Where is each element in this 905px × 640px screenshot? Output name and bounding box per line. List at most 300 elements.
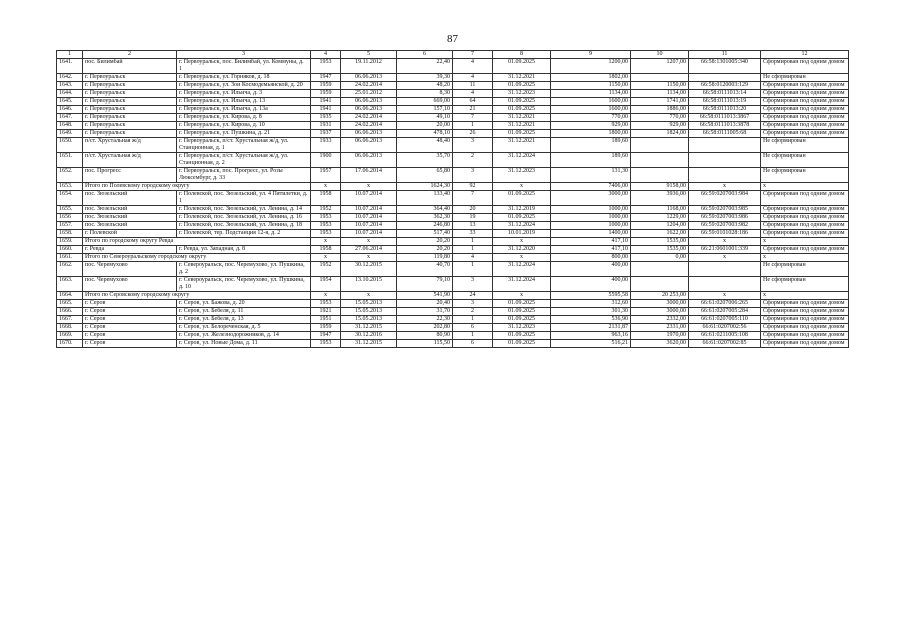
cell-amount: 5595,58	[551, 292, 631, 300]
cell-area: 49,10	[397, 114, 453, 122]
cell-num: 1665.	[57, 300, 83, 308]
cell-status: x	[761, 292, 849, 300]
cell-year: 1941	[311, 98, 341, 106]
cell-area: 157,10	[397, 106, 453, 114]
cell-deadline: 31.12.2024	[493, 153, 551, 168]
cell-area: 22,30	[397, 316, 453, 324]
cell-year: 1947	[311, 332, 341, 340]
table-row	[57, 214, 849, 222]
cell-num: 1645.	[57, 98, 83, 106]
cell-year: 1921	[311, 308, 341, 316]
cell-cadastral: 66:59:0207003:984	[689, 191, 761, 206]
table-row	[57, 122, 849, 130]
cell-count: 1	[453, 238, 493, 246]
cell-deadline: 31.12.2024	[493, 222, 551, 230]
cell-count: 4	[453, 59, 493, 74]
cell-num: 1644.	[57, 90, 83, 98]
cell-status: Сформирован под одним домом	[761, 316, 849, 324]
cell-amount: 189,60	[551, 153, 631, 168]
cell-amount: 417,10	[551, 238, 631, 246]
cell-num: 1658.	[57, 230, 83, 238]
cell-locality: пос. Зюзельский	[83, 214, 177, 222]
table-row	[57, 340, 849, 348]
total-row	[57, 238, 849, 246]
cell-num: 1664.	[57, 292, 83, 300]
cell-deadline: 01.09.2025	[493, 308, 551, 316]
cell-date: 15.05.2013	[341, 300, 397, 308]
cell-locality: г. Первоуральск	[83, 122, 177, 130]
cell-year: 1959	[311, 82, 341, 90]
cell-num: 1642.	[57, 74, 83, 82]
table-row	[57, 262, 849, 277]
cell-deadline: x	[493, 292, 551, 300]
cell-area: 20,00	[397, 122, 453, 130]
cell-year: 1933	[311, 138, 341, 153]
cell-date: 30.12.2016	[341, 332, 397, 340]
cell-address: г. Первоуральск, ул. Горняков, д. 18	[177, 74, 311, 82]
cell-area: 48,20	[397, 82, 453, 90]
cell-year: 1959	[311, 324, 341, 332]
cell-status: Сформирован под одним домом	[761, 98, 849, 106]
cell-address: г. Серов, ул. Железнодорожников, д. 14	[177, 332, 311, 340]
cell-year: 1952	[311, 206, 341, 214]
cell-count: 24	[453, 292, 493, 300]
cell-cadastral: 66:58:1301005:340	[689, 59, 761, 74]
cell-count: 4	[453, 254, 493, 262]
cell-year: 1953	[311, 340, 341, 348]
cell-count: 1	[453, 246, 493, 254]
cell-status: Сформирован под одним домом	[761, 308, 849, 316]
cell-status: x	[761, 254, 849, 262]
header-cell-1: 1	[57, 51, 83, 59]
cell-deadline: 31.12.2021	[493, 74, 551, 82]
cell-address: г. Полевской, пос. Зюзельский, ул. Ленина, д. 18	[177, 222, 311, 230]
table-row	[57, 74, 849, 82]
cell-locality: п/ст. Хрустальная ж/д	[83, 138, 177, 153]
cell-count: 3	[453, 277, 493, 292]
cell-num: 1649.	[57, 130, 83, 138]
cell-deadline: 01.09.2025	[493, 106, 551, 114]
cell-locality: г. Первоуральск	[83, 98, 177, 106]
cell-cadastral	[689, 153, 761, 168]
table-row	[57, 106, 849, 114]
cell-locality: г. Серов	[83, 300, 177, 308]
cell-amount: 301,30	[551, 308, 631, 316]
cell-value: 1886,00	[631, 106, 689, 114]
header-cell-9: 9	[551, 51, 631, 59]
total-row	[57, 254, 849, 262]
cell-area: 133,40	[397, 191, 453, 206]
cell-status: Сформирован под одним домом	[761, 206, 849, 214]
cell-value	[631, 262, 689, 277]
cell-num: 1659.	[57, 238, 83, 246]
cell-locality: пос. Зюзельский	[83, 191, 177, 206]
cell-area: 20,20	[397, 246, 453, 254]
cell-value: 3936,00	[631, 191, 689, 206]
table-row	[57, 222, 849, 230]
cell-status: Сформирован под одним домом	[761, 324, 849, 332]
cell-area: 202,80	[397, 324, 453, 332]
cell-date: 10.07.2014	[341, 191, 397, 206]
table-row	[57, 324, 849, 332]
cell-address: г. Североуральск, пос. Черемухово, ул. Пушкина, д. 10	[177, 277, 311, 292]
cell-count: 20	[453, 206, 493, 214]
cell-date: 25.01.2012	[341, 90, 397, 98]
cell-year: x	[311, 254, 341, 262]
cell-area: 541,90	[397, 292, 453, 300]
cell-address: г. Полевской, тер. Подстанция 12-я, д. 2	[177, 230, 311, 238]
cell-address: г. Серов, ул. Новые Дома, д. 11	[177, 340, 311, 348]
cell-date: 06.06.2013	[341, 138, 397, 153]
cell-area: 1624,30	[397, 183, 453, 191]
cell-year: 1958	[311, 246, 341, 254]
table-row	[57, 230, 849, 238]
cell-address: г. Серов, ул. Белореченская, д. 5	[177, 324, 311, 332]
cell-area: 31,70	[397, 308, 453, 316]
cell-count: 1	[453, 262, 493, 277]
cell-date: 06.06.2013	[341, 106, 397, 114]
cell-locality: пос. Зюзельский	[83, 206, 177, 214]
cell-amount: 189,60	[551, 138, 631, 153]
cell-deadline: 31.12.2023	[493, 324, 551, 332]
cell-num: 1650.	[57, 138, 83, 153]
cell-area: 22,40	[397, 59, 453, 74]
cell-area: 39,30	[397, 74, 453, 82]
cell-date: 30.12.2015	[341, 262, 397, 277]
cell-area: 80,90	[397, 332, 453, 340]
cell-value: 770,00	[631, 114, 689, 122]
cell-address: г. Первоуральск, ул. Ильича, д. 13а	[177, 106, 311, 114]
cell-deadline: 01.09.2025	[493, 130, 551, 138]
cell-value: 20 253,00	[631, 292, 689, 300]
cell-deadline: 01.09.2025	[493, 98, 551, 106]
cell-value: 1204,00	[631, 222, 689, 230]
header-cell-11: 11	[689, 51, 761, 59]
cell-cadastral: 66:61:0207002:56	[689, 324, 761, 332]
cell-year: x	[311, 238, 341, 246]
cell-deadline: 31.12.2020	[493, 246, 551, 254]
cell-num: 1662.	[57, 262, 83, 277]
housing-registry-table	[56, 50, 849, 348]
cell-value: 9158,00	[631, 183, 689, 191]
cell-date: 24.02.2014	[341, 114, 397, 122]
cell-deadline: 01.09.2025	[493, 214, 551, 222]
cell-value	[631, 277, 689, 292]
header-row	[57, 51, 849, 59]
cell-locality: пос. Черемухово	[83, 277, 177, 292]
cell-amount: 400,00	[551, 277, 631, 292]
cell-year: 1953	[311, 222, 341, 230]
cell-area: 79,10	[397, 277, 453, 292]
cell-status: x	[761, 238, 849, 246]
cell-value: 1168,00	[631, 206, 689, 214]
cell-count: 2	[453, 153, 493, 168]
cell-num: 1646.	[57, 106, 83, 114]
table-row	[57, 277, 849, 292]
cell-date: 06.06.2013	[341, 130, 397, 138]
cell-address: г. Серов, ул. Бажова, д. 20	[177, 300, 311, 308]
cell-year: 1900	[311, 153, 341, 168]
cell-locality: г. Серов	[83, 308, 177, 316]
cell-address: г. Первоуральск, ул. Ильича, д. 3	[177, 90, 311, 98]
cell-amount: 1802,00	[551, 74, 631, 82]
total-row	[57, 183, 849, 191]
cell-amount: 1400,00	[551, 230, 631, 238]
cell-value: 3000,00	[631, 308, 689, 316]
cell-num: 1670.	[57, 340, 83, 348]
cell-value: 1741,00	[631, 98, 689, 106]
cell-locality: г. Серов	[83, 316, 177, 324]
cell-cadastral: x	[689, 238, 761, 246]
cell-count: 1	[453, 122, 493, 130]
cell-locality: п/ст. Хрустальная ж/д	[83, 153, 177, 168]
cell-cadastral: 66:59:0207003:982	[689, 222, 761, 230]
cell-locality: г. Первоуральск	[83, 82, 177, 90]
cell-amount: 1134,00	[551, 90, 631, 98]
cell-locality: Итого по Североуральскому городскому округу	[83, 254, 311, 262]
cell-date: 15.05.2013	[341, 316, 397, 324]
cell-amount: 1600,00	[551, 98, 631, 106]
cell-year: 1951	[311, 316, 341, 324]
cell-cadastral	[689, 277, 761, 292]
header-cell-4: 4	[311, 51, 341, 59]
cell-num: 1643.	[57, 82, 83, 90]
cell-deadline: 01.09.2025	[493, 59, 551, 74]
cell-date: x	[341, 254, 397, 262]
cell-locality: г. Полевской	[83, 230, 177, 238]
cell-amount: 1000,00	[551, 206, 631, 214]
cell-status: Не сформирован	[761, 262, 849, 277]
cell-value: 3000,00	[631, 300, 689, 308]
cell-year: 1935	[311, 114, 341, 122]
table-row	[57, 153, 849, 168]
table-row	[57, 168, 849, 183]
cell-value: 2331,00	[631, 324, 689, 332]
cell-value: 1207,00	[631, 59, 689, 74]
cell-locality: г. Ревда	[83, 246, 177, 254]
cell-num: 1656	[57, 214, 83, 222]
cell-amount: 3000,00	[551, 191, 631, 206]
table-row	[57, 332, 849, 340]
cell-count: 26	[453, 130, 493, 138]
cell-count: 4	[453, 74, 493, 82]
cell-date: 10.07.2014	[341, 230, 397, 238]
cell-address: г. Первоуральск, ул. Зои Космодемьянской, д. 20	[177, 82, 311, 90]
cell-amount: 417,10	[551, 246, 631, 254]
cell-cadastral	[689, 74, 761, 82]
cell-num: 1661.	[57, 254, 83, 262]
cell-amount: 929,00	[551, 122, 631, 130]
cell-locality: пос. Зюзельский	[83, 222, 177, 230]
cell-year: 1953	[311, 300, 341, 308]
cell-value: 1824,00	[631, 130, 689, 138]
cell-cadastral	[689, 138, 761, 153]
cell-cadastral: 66:59:0101028:186	[689, 230, 761, 238]
cell-date: 27.06.2014	[341, 246, 397, 254]
cell-status: Сформирован под одним домом	[761, 332, 849, 340]
cell-value: 1970,00	[631, 332, 689, 340]
cell-cadastral: 66:58:0111005:68	[689, 130, 761, 138]
cell-deadline: 31.12.2024	[493, 277, 551, 292]
table-row	[57, 59, 849, 74]
cell-deadline: 31.12.2021	[493, 138, 551, 153]
header-cell-5: 5	[341, 51, 397, 59]
cell-locality: Итого по Серовскому городскому округу	[83, 292, 311, 300]
cell-amount: 1000,00	[551, 222, 631, 230]
cell-year: x	[311, 292, 341, 300]
cell-amount: 1800,00	[551, 130, 631, 138]
cell-year: x	[311, 183, 341, 191]
cell-num: 1648.	[57, 122, 83, 130]
cell-value: 0,00	[631, 254, 689, 262]
cell-locality: пос. Прогресс	[83, 168, 177, 183]
cell-status: Сформирован под одним домом	[761, 82, 849, 90]
cell-year: 1953	[311, 214, 341, 222]
cell-deadline: x	[493, 254, 551, 262]
cell-cadastral	[689, 168, 761, 183]
cell-deadline: 31.12.2021	[493, 114, 551, 122]
cell-area: 364,40	[397, 206, 453, 214]
cell-area: 35,70	[397, 153, 453, 168]
cell-area: 65,80	[397, 168, 453, 183]
cell-num: 1660.	[57, 246, 83, 254]
cell-locality: Итого по городскому округу Ревда	[83, 238, 311, 246]
cell-value	[631, 153, 689, 168]
cell-year: 1958	[311, 191, 341, 206]
table-row	[57, 82, 849, 90]
cell-locality: г. Первоуральск	[83, 74, 177, 82]
cell-cadastral: 66:21:0601001:339	[689, 246, 761, 254]
cell-count: 13	[453, 222, 493, 230]
cell-date: 06.06.2013	[341, 153, 397, 168]
cell-status: x	[761, 183, 849, 191]
cell-status: Сформирован под одним домом	[761, 191, 849, 206]
cell-deadline: 31.12.2021	[493, 122, 551, 130]
cell-address: г. Полевской, пос. Зюзельский, ул. Ленина, д. 16	[177, 214, 311, 222]
cell-cadastral: 66:61:0211005:108	[689, 332, 761, 340]
cell-area: 8,30	[397, 90, 453, 98]
cell-deadline: x	[493, 183, 551, 191]
cell-deadline: 01.09.2025	[493, 340, 551, 348]
cell-address: г. Североуральск, пос. Черемухово, ул. Пушкина, д. 2	[177, 262, 311, 277]
cell-cadastral: x	[689, 292, 761, 300]
cell-date: 10.07.2014	[341, 206, 397, 214]
cell-cadastral: 66:61:0207005:284	[689, 308, 761, 316]
table-row	[57, 90, 849, 98]
cell-locality: г. Первоуральск	[83, 130, 177, 138]
table-row	[57, 206, 849, 214]
cell-count: 21	[453, 106, 493, 114]
cell-locality: пос. Черемухово	[83, 262, 177, 277]
cell-deadline: 31.12.2023	[493, 168, 551, 183]
cell-amount: 7406,00	[551, 183, 631, 191]
header-cell-10: 10	[631, 51, 689, 59]
header-cell-7: 7	[453, 51, 493, 59]
cell-count: 6	[453, 324, 493, 332]
cell-date: 06.06.2013	[341, 98, 397, 106]
cell-address: г. Первоуральск, п/ст. Хрустальная ж/д, ул. Станционная, д. 1	[177, 138, 311, 153]
cell-locality: г. Первоуральск	[83, 114, 177, 122]
cell-address: г. Первоуральск, пос. Билимбай, ул. Коммуны, д. 1	[177, 59, 311, 74]
cell-date: 10.07.2014	[341, 222, 397, 230]
cell-date: 13.10.2015	[341, 277, 397, 292]
cell-year: 1947	[311, 74, 341, 82]
cell-amount: 1150,00	[551, 82, 631, 90]
cell-amount: 1600,00	[551, 106, 631, 114]
cell-date: 17.06.2014	[341, 168, 397, 183]
cell-year: 1959	[311, 90, 341, 98]
cell-address: г. Полевской, пос. Зюзельский, ул. 4 Пятилетки, д. 1	[177, 191, 311, 206]
cell-amount: 1000,00	[551, 214, 631, 222]
cell-area: 478,10	[397, 130, 453, 138]
cell-year: 1957	[311, 168, 341, 183]
cell-year: 1954	[311, 277, 341, 292]
cell-value	[631, 74, 689, 82]
cell-count: 7	[453, 191, 493, 206]
cell-address: г. Ревда, ул. Западная, д. 8	[177, 246, 311, 254]
cell-status: Сформирован под одним домом	[761, 59, 849, 74]
cell-address: г. Серов, ул. Бебеля, д. 11	[177, 308, 311, 316]
cell-value: 2332,00	[631, 316, 689, 324]
cell-num: 1647.	[57, 114, 83, 122]
cell-cadastral: 66:58:0120003:129	[689, 82, 761, 90]
cell-count: 64	[453, 98, 493, 106]
cell-locality: г. Первоуральск	[83, 106, 177, 114]
cell-amount: 131,30	[551, 168, 631, 183]
cell-num: 1652.	[57, 168, 83, 183]
cell-count: 3	[453, 300, 493, 308]
cell-cadastral: x	[689, 254, 761, 262]
cell-locality: пос. Билимбай	[83, 59, 177, 74]
cell-date: 19.11.2012	[341, 59, 397, 74]
cell-address: г. Первоуральск, ул. Кирова, д. 10	[177, 122, 311, 130]
cell-status: Сформирован под одним домом	[761, 214, 849, 222]
header-cell-8: 8	[493, 51, 551, 59]
cell-area: 40,70	[397, 262, 453, 277]
cell-locality: г. Серов	[83, 340, 177, 348]
cell-num: 1653.	[57, 183, 83, 191]
cell-deadline: 01.09.2025	[493, 332, 551, 340]
table-row	[57, 114, 849, 122]
cell-value: 929,00	[631, 122, 689, 130]
cell-area: 362,30	[397, 214, 453, 222]
cell-amount: 1200,00	[551, 59, 631, 74]
page-number: 87	[447, 33, 458, 45]
cell-area: 517,40	[397, 230, 453, 238]
cell-value: 1134,00	[631, 90, 689, 98]
cell-cadastral: 66:61:0207005:110	[689, 316, 761, 324]
cell-deadline: 01.09.2025	[493, 82, 551, 90]
cell-count: 7	[453, 114, 493, 122]
cell-count: 1	[453, 316, 493, 324]
cell-year: 1941	[311, 106, 341, 114]
cell-status: Сформирован под одним домом	[761, 106, 849, 114]
header-cell-3: 3	[177, 51, 311, 59]
cell-deadline: 31.12.2023	[493, 90, 551, 98]
cell-cadastral: 66:58:0111013:20	[689, 106, 761, 114]
cell-cadastral: x	[689, 183, 761, 191]
cell-status: Не сформирован	[761, 138, 849, 153]
cell-cadastral: 66:59:0207003:985	[689, 206, 761, 214]
cell-num: 1657.	[57, 222, 83, 230]
table-row	[57, 308, 849, 316]
table-row	[57, 246, 849, 254]
cell-amount: 800,00	[551, 254, 631, 262]
cell-locality: г. Серов	[83, 332, 177, 340]
cell-locality: г. Серов	[83, 324, 177, 332]
cell-status: Не сформирован	[761, 74, 849, 82]
cell-cadastral: 66:58:0111013:3867	[689, 114, 761, 122]
